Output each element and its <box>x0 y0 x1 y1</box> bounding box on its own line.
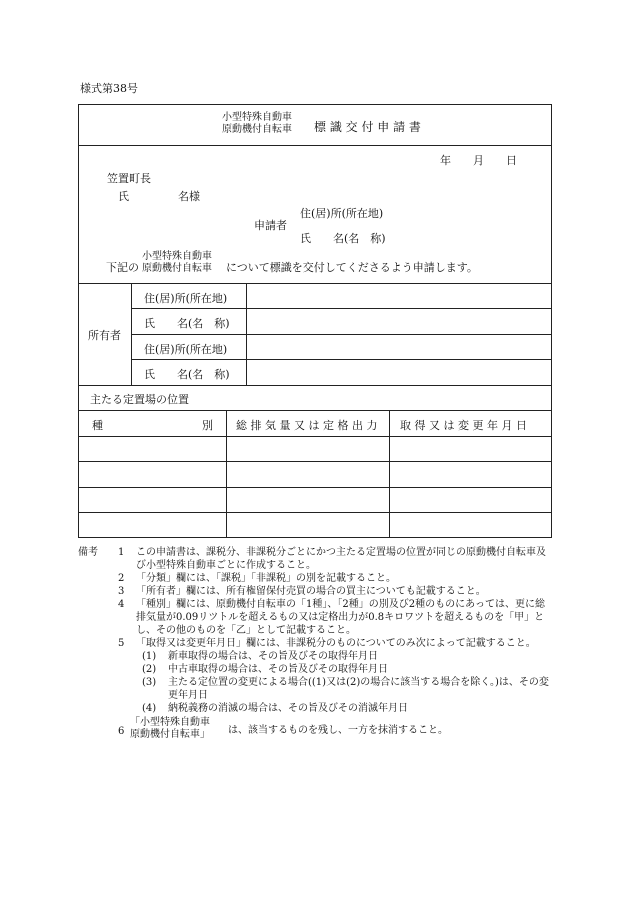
note-subitem-text: 納税義務の消滅の場合は、その旨及びその消滅年月日 <box>168 703 408 714</box>
divider <box>78 436 552 437</box>
addressee: 笠置町長 <box>107 172 151 185</box>
note-number: 6 <box>118 726 125 737</box>
note-subitem <box>78 663 553 676</box>
note-text: 「所有者」欄には、所有権留保付売買の場合の買主についても記載すること。 <box>136 586 486 597</box>
note6-vehicle-types <box>130 717 210 741</box>
note6-vehicle-1: 「小型特殊自動車 <box>130 717 210 728</box>
note-item <box>78 572 553 585</box>
divider <box>78 385 552 386</box>
note-subitem-number: (1) <box>142 651 157 662</box>
note-text: 「種別」欄には、原動機付自転車の「1種」、「2種」の別及び2種のものにあっては、更に総排気量が0.09リツトルを超えるもの又は定格出力が0.8キロワツトを超えるものを「甲」とし、その他のものを「乙」として記載すること。 <box>136 599 545 636</box>
note-text: 「取得又は変更年月日」欄には、非課税分のものについてのみ次によって記載すること。 <box>136 638 536 649</box>
table-header-type: 種 別 <box>92 419 213 432</box>
note-item <box>78 546 553 572</box>
note-subitem-text: 中古車取得の場合は、その旨及びその取得年月日 <box>168 664 388 675</box>
applicant-address-label: 住(居)所(所在地) <box>300 207 384 220</box>
note-number: 4 <box>118 599 125 610</box>
notes-label: 備考 <box>78 547 98 558</box>
form-title: 標 識 交 付 申 請 書 <box>314 120 421 134</box>
note-item <box>78 637 553 650</box>
note-subitem-number: (4) <box>142 703 157 714</box>
note-subitem <box>78 676 553 702</box>
divider <box>78 145 552 146</box>
form-number: 様式第38号 <box>80 82 138 95</box>
note-number: 1 <box>118 547 125 558</box>
divider <box>78 283 552 284</box>
date-line: 年 月 日 <box>440 154 517 167</box>
note-subitem-number: (2) <box>142 664 157 675</box>
name-prefix: 氏 <box>118 190 129 203</box>
owner-row-label: 住(居)所(所在地) <box>144 343 228 356</box>
note-item <box>78 598 553 637</box>
divider <box>78 512 552 513</box>
title-vehicle-type-2: 原動機付自転車 <box>222 124 292 135</box>
note-number: 3 <box>118 586 125 597</box>
note-subitem <box>78 702 553 715</box>
applicant-label: 申請者 <box>254 219 287 232</box>
note-number: 2 <box>118 573 125 584</box>
divider <box>131 334 552 335</box>
divider <box>131 308 552 309</box>
note-subitem <box>78 650 553 663</box>
statement-suffix: について標識を交付してくださるよう申請します。 <box>226 261 478 274</box>
owner-row-label: 氏 名(名 称) <box>144 317 230 330</box>
divider <box>131 359 552 360</box>
name-honorific: 名様 <box>178 190 200 203</box>
table-header-displacement: 総 排 気 量 又 は 定 格 出 力 <box>236 419 378 432</box>
note6-text: は、該当するものを残し、一方を抹消すること。 <box>228 725 448 736</box>
note-subitem-number: (3) <box>142 677 157 688</box>
divider <box>78 487 552 488</box>
notes-section <box>78 546 553 745</box>
note6-vehicle-2: 原動機付自転車」 <box>130 729 210 740</box>
title-vehicle-type-1: 小型特殊自動車 <box>222 112 292 123</box>
note-number: 5 <box>118 638 125 649</box>
note-text: 「分類」欄には、「課税」「非課税」の別を記載すること。 <box>136 573 396 584</box>
divider <box>78 410 552 411</box>
statement-vehicle-2: 原動機付自転車 <box>142 263 212 274</box>
table-header-date: 取 得 又 は 変 更 年 月 日 <box>400 419 527 432</box>
title-vehicle-types <box>222 112 292 136</box>
note-subitem-text: 新車取得の場合は、その旨及びその取得年月日 <box>168 651 378 662</box>
divider <box>78 461 552 462</box>
statement-prefix: 下記の <box>106 261 139 274</box>
owner-row-label: 住(居)所(所在地) <box>144 292 228 305</box>
main-location-label: 主たる定置場の位置 <box>90 393 189 406</box>
owner-group-label: 所有者 <box>88 329 121 342</box>
statement-vehicle-types <box>142 251 212 275</box>
statement-vehicle-1: 小型特殊自動車 <box>142 251 212 262</box>
note-item <box>78 585 553 598</box>
note-item <box>78 717 553 745</box>
divider <box>226 410 227 538</box>
owner-row-label: 氏 名(名 称) <box>144 368 230 381</box>
applicant-name-label: 氏 名(名 称) <box>300 232 386 245</box>
note-subitem-text: 主たる定位置の変更による場合((1)又は(2)の場合に該当する場合を除く。)は、その変更年月日 <box>168 677 549 701</box>
note-text: この申請書は、課税分、非課税分ごとにかつ主たる定置場の位置が同じの原動機付自転車及び小型特殊自動車ごとに作成すること。 <box>136 547 546 571</box>
divider <box>389 410 390 538</box>
